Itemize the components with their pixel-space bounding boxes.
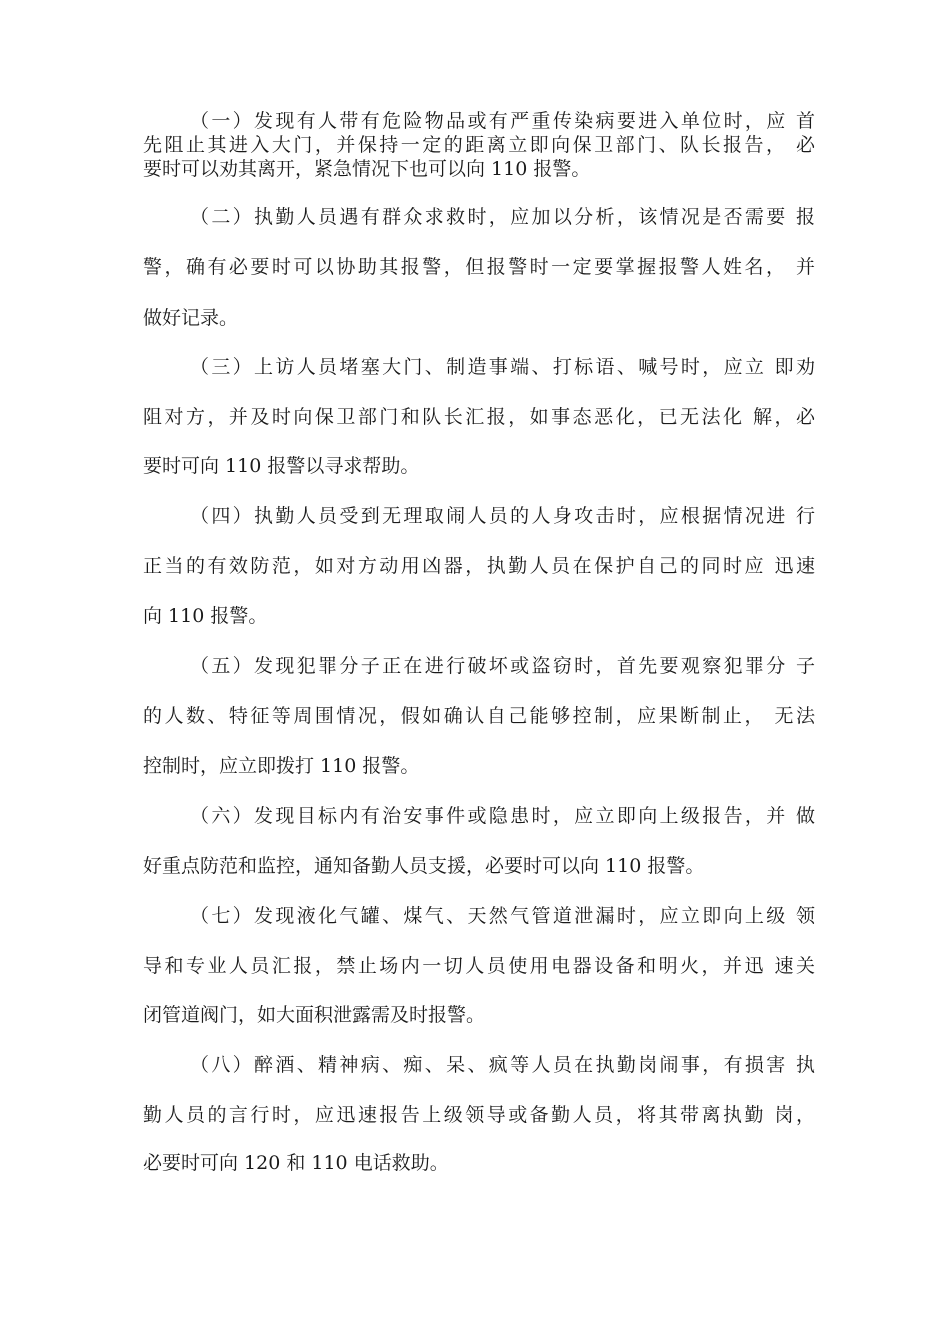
- text-line: 的人数、特征等周围情况，假如确认自己能够控制，应果断制止， 无法: [143, 705, 815, 727]
- text-line: 要时可向 110 报警以寻求帮助。: [143, 455, 420, 477]
- text-line: 正当的有效防范，如对方动用凶器，执勤人员在保护自己的同时应 迅速: [143, 555, 815, 577]
- text-line: 控制时，应立即拨打 110 报警。: [143, 755, 420, 777]
- text-line: （二）执勤人员遇有群众求救时，应加以分析，该情况是否需要 报: [190, 206, 815, 228]
- text-line: （四）执勤人员受到无理取闹人员的人身攻击时，应根据情况进 行: [190, 505, 815, 527]
- text-line: 好重点防范和监控，通知备勤人员支援，必要时可以向 110 报警。: [143, 855, 705, 877]
- text-line: （七）发现液化气罐、煤气、天然气管道泄漏时，应立即向上级 领: [190, 905, 815, 927]
- text-line: （一）发现有人带有危险物品或有严重传染病要进入单位时，应 首: [190, 110, 815, 132]
- text-line: 要时可以劝其离开，紧急情况下也可以向 110 报警。: [143, 158, 591, 180]
- text-line: （六）发现目标内有治安事件或隐患时，应立即向上级报告，并 做: [190, 805, 815, 827]
- text-line: 阻对方，并及时向保卫部门和队长汇报，如事态恶化，已无法化 解，必: [143, 406, 815, 428]
- text-line: 闭管道阀门，如大面积泄露需及时报警。: [143, 1004, 486, 1026]
- text-line: 导和专业人员汇报，禁止场内一切人员使用电器设备和明火，并迅 速关: [143, 955, 815, 977]
- text-line: （五）发现犯罪分子正在进行破坏或盗窃时，首先要观察犯罪分 子: [190, 655, 815, 677]
- text-line: 警，确有必要时可以协助其报警，但报警时一定要掌握报警人姓名， 并: [143, 256, 815, 278]
- text-line: 先阻止其进入大门，并保持一定的距离立即向保卫部门、队长报告， 必: [143, 134, 815, 156]
- text-line: （八）醉酒、精神病、痴、呆、疯等人员在执勤岗闹事，有损害 执: [190, 1054, 815, 1076]
- text-line: 向 110 报警。: [143, 605, 268, 627]
- text-line: 勤人员的言行时，应迅速报告上级领导或备勤人员，将其带离执勤 岗，: [143, 1104, 815, 1126]
- text-line: （三）上访人员堵塞大门、制造事端、打标语、喊号时，应立 即劝: [190, 356, 815, 378]
- text-line: 必要时可向 120 和 110 电话救助。: [143, 1152, 449, 1174]
- text-line: 做好记录。: [143, 307, 239, 329]
